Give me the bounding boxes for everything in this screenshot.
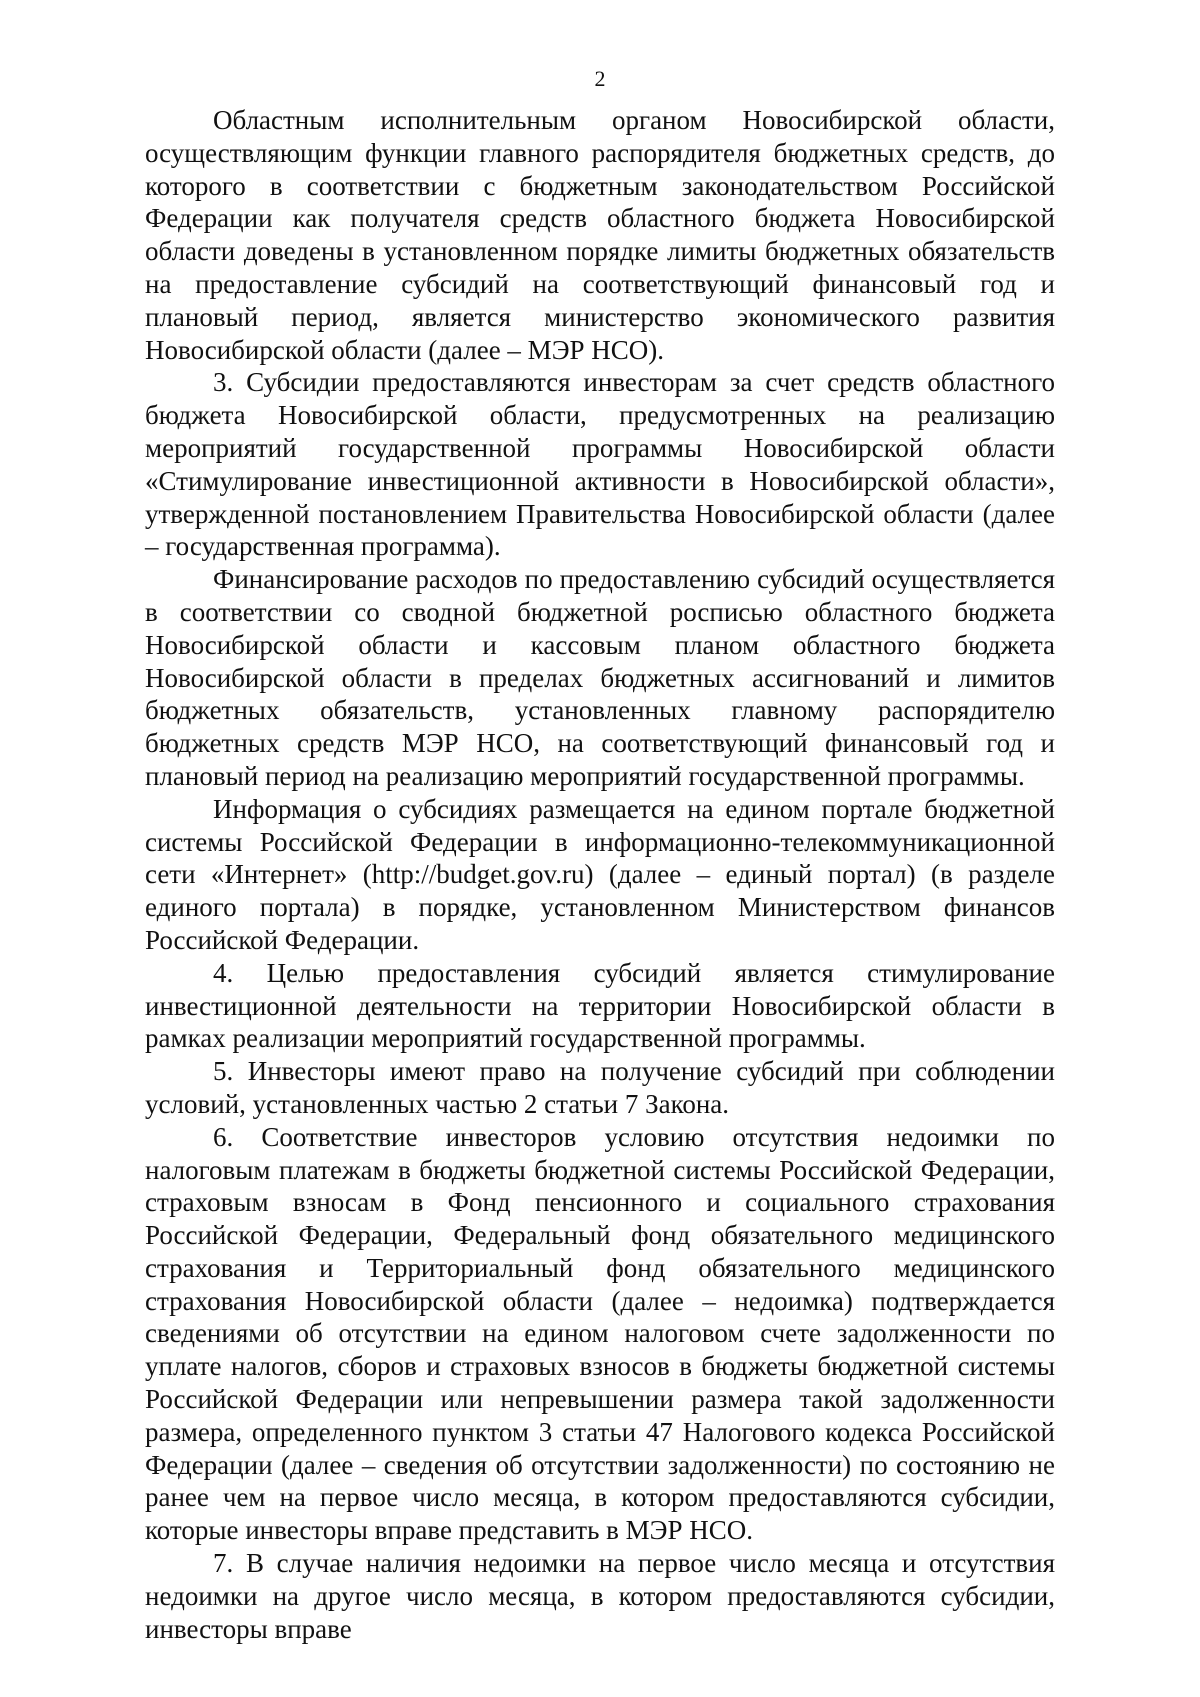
paragraph-executive-body: Областным исполнительным органом Новосибирской области, осуществляющим функции главного распорядителя бюджетных средств, до которого в соответствии с бюджетным законодательством Российской Федерации как получателя средств областного бюджета Новосибирской области доведены в установленном порядке лимиты бюджетных обязательств на предоставление субсидий на соответствующий финансовый год и плановый период, является министерство экономического развития Новосибирской области (далее – МЭР НСО).	[145, 105, 1055, 365]
document-body	[145, 104, 1055, 1645]
paragraph-item-6: 6. Соответствие инвесторов условию отсутствия недоимки по налоговым платежам в бюджеты бюджетной системы Российской Федерации, страховым взносам в Фонд пенсионного и социального страхования Российской Федерации, Федеральный фонд обязательного медицинского страхования и Территориальный фонд обязательного медицинского страхования Новосибирской области (далее – недоимка) подтверждается сведениями об отсутствии на едином налоговом счете задолженности по уплате налогов, сборов и страховых взносов в бюджеты бюджетной системы Российской Федерации или непревышении размера такой задолженности размера, определенного пунктом 3 статьи 47 Налогового кодекса Российской Федерации (далее – сведения об отсутствии задолженности) по состоянию не ранее чем на первое число месяца, в котором предоставляются субсидии, которые инвесторы вправе представить в МЭР НСО.	[145, 1121, 1055, 1546]
paragraph-financing: Финансирование расходов по предоставлению субсидий осуществляется в соответствии со сводной бюджетной росписью областного бюджета Новосибирской области и кассовым планом областного бюджета Новосибирской области в пределах бюджетных ассигнований и лимитов бюджетных обязательств, установленных главному распорядителю бюджетных средств МЭР НСО, на соответствующий финансовый год и плановый период на реализацию мероприятий государственной программы.	[145, 564, 1055, 791]
paragraph-information: Информация о субсидиях размещается на едином портале бюджетной системы Российской Федерации в информационно-телекоммуникационной сети «Интернет» (http://budget.gov.ru) (далее – единый портал) (в разделе единого портала) в порядке, установленном Министерством финансов Российской Федерации.	[145, 793, 1055, 955]
paragraph-item-7: 7. В случае наличия недоимки на первое число месяца и отсутствия недоимки на другое число месяца, в котором предоставляются субсидии, инвесторы вправе	[145, 1548, 1055, 1644]
paragraph-item-4: 4. Целью предоставления субсидий является стимулирование инвестиционной деятельности на территории Новосибирской области в рамках реализации мероприятий государственной программы.	[145, 957, 1055, 1054]
page-number: 2	[594, 66, 606, 91]
paragraph-item-5: 5. Инвесторы имеют право на получение субсидий при соблюдении условий, установленных частью 2 статьи 7 Закона.	[145, 1056, 1055, 1119]
paragraph-item-3: 3. Субсидии предоставляются инвесторам за счет средств областного бюджета Новосибирской области, предусмотренных на реализацию мероприятий государственной программы Новосибирской области «Стимулирование инвестиционной активности в Новосибирской области», утвержденной постановлением Правительства Новосибирской области (далее – государственная программа).	[145, 367, 1055, 562]
